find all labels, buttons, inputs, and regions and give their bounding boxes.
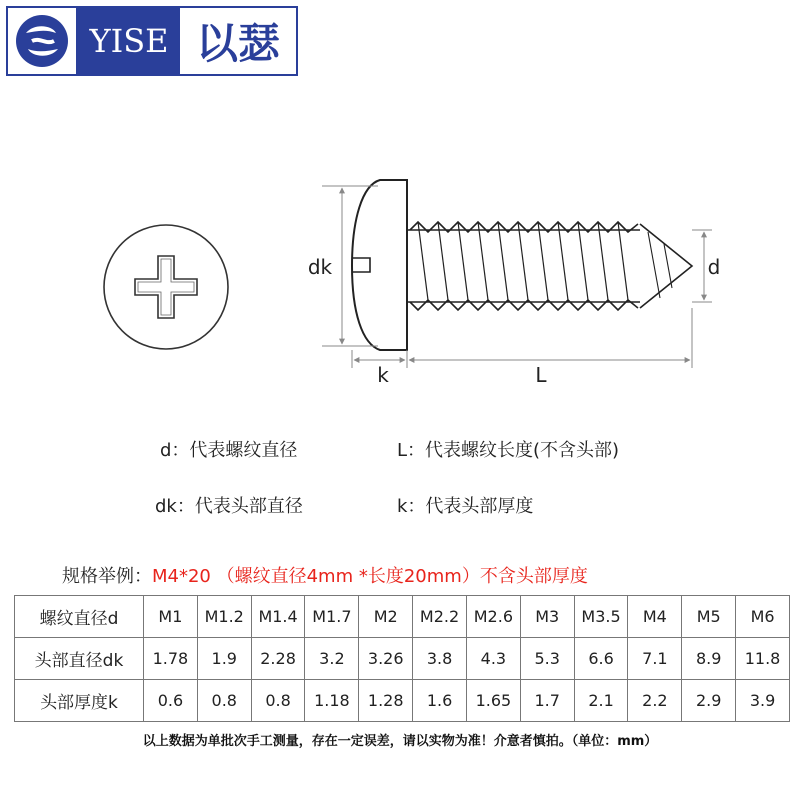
legend-L: L：代表螺纹长度(不含头部) [397,440,620,461]
table-cell: 4.3 [466,638,520,680]
table-cell: M6 [736,596,790,638]
table-cell: 2.28 [251,638,305,680]
table-cell: 8.9 [682,638,736,680]
table-cell: M3 [520,596,574,638]
table-cell: M5 [682,596,736,638]
dimension-lines [322,186,712,368]
table-cell: M2.6 [466,596,520,638]
table-cell: 1.65 [466,680,520,722]
screw-side-view [352,180,692,350]
table-cell: M1.7 [305,596,359,638]
dim-label-k: k [377,363,389,387]
spec-table [14,595,790,722]
table-row [15,638,790,680]
measurement-footnote: 以上数据为单批次手工测量，存在一定误差，请以实物为准！介意者慎拍。（单位：mm） [142,734,658,749]
screw-head-top-view [104,225,228,349]
table-row-label: 头部直径dk [15,638,144,680]
table-cell: 0.8 [251,680,305,722]
legend-dk: dk：代表头部直径 [155,496,303,517]
table-cell: 6.6 [574,638,628,680]
table-cell: 11.8 [736,638,790,680]
brand-logo [6,6,298,76]
table-cell: M1.4 [251,596,305,638]
swirl-logo-icon [12,11,72,71]
table-cell: 3.8 [413,638,467,680]
table-cell: 2.1 [574,680,628,722]
legend-d: d：代表螺纹直径 [160,440,298,461]
screw-technical-drawing [0,150,800,400]
table-cell: 1.18 [305,680,359,722]
table-header-row [15,596,790,638]
table-cell: 1.7 [520,680,574,722]
table-row-label: 头部厚度k [15,680,144,722]
dim-label-d: d [707,255,721,279]
legend-k: k：代表头部厚度 [397,496,534,517]
logo-latin-text: YISE [78,6,180,76]
table-cell: 0.8 [197,680,251,722]
logo-cjk-text: 以瑟 [180,6,298,76]
spec-example-label: 规格举例： [62,566,152,587]
table-cell: M4 [628,596,682,638]
dim-label-L: L [535,363,547,387]
table-cell: M1.2 [197,596,251,638]
table-cell: 1.6 [413,680,467,722]
table-cell: 3.2 [305,638,359,680]
table-cell: 2.9 [682,680,736,722]
table-cell: 1.78 [144,638,198,680]
table-cell: M3.5 [574,596,628,638]
table-cell: 5.3 [520,638,574,680]
table-cell: 2.2 [628,680,682,722]
table-cell: M2.2 [413,596,467,638]
table-cell: 0.6 [144,680,198,722]
spec-example-text: M4*20 （螺纹直径4mm *长度20mm）不含头部厚度 [152,566,588,587]
table-row-label: 螺纹直径d [15,596,144,638]
table-cell: 1.28 [359,680,413,722]
dim-label-dk: dk [307,255,333,279]
table-cell: 1.9 [197,638,251,680]
table-cell: M2 [359,596,413,638]
spec-example [62,562,588,588]
table-cell: 3.9 [736,680,790,722]
table-cell: M1 [144,596,198,638]
table-cell: 3.26 [359,638,413,680]
table-cell: 7.1 [628,638,682,680]
logo-emblem [6,6,78,76]
table-row [15,680,790,722]
